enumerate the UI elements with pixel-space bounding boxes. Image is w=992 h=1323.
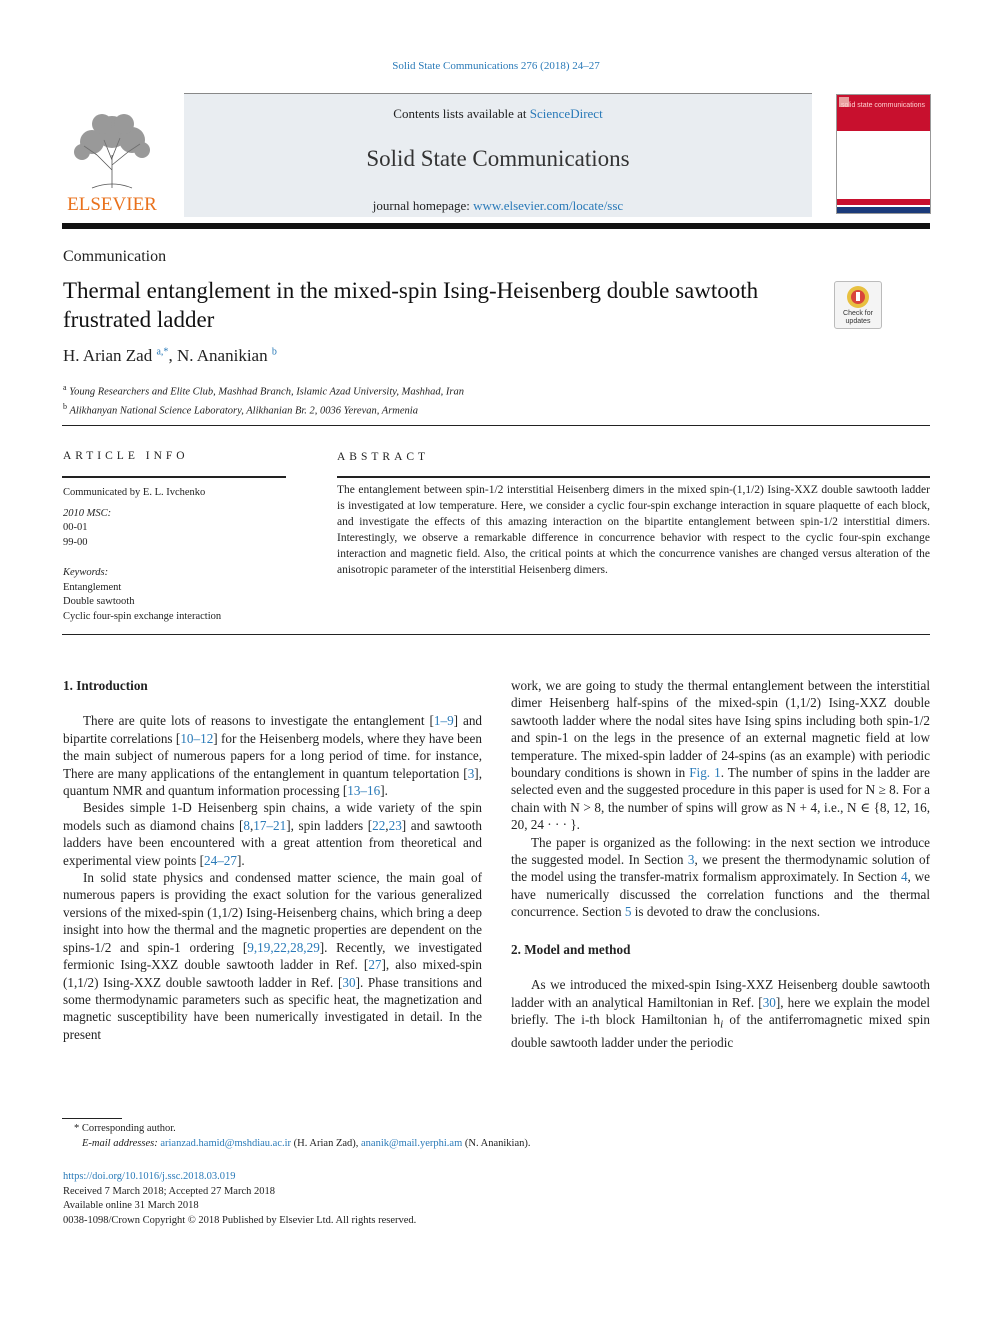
keyword: Entanglement	[63, 581, 122, 593]
body-column-right	[511, 677, 930, 1051]
svg-text:solid state communications: solid state communications	[840, 102, 925, 109]
reference-link[interactable]: 9,19,22,28,29	[247, 939, 320, 955]
keyword: Double sawtooth	[63, 596, 135, 607]
email-link[interactable]: arianzad.hamid@mshdiau.ac.ir	[160, 1138, 292, 1149]
email-link[interactable]: ananik@mail.yerphi.am	[361, 1138, 463, 1149]
figure-link[interactable]: Fig. 1	[689, 765, 721, 781]
contents-line: Contents lists available at ScienceDirect	[393, 106, 603, 121]
elsevier-logo	[62, 100, 162, 215]
reference-link[interactable]: 8	[243, 817, 250, 833]
article-type: Communication	[63, 248, 167, 265]
copyright: 0038-1098/Crown Copyright © 2018 Published by Elsevier Ltd. All rights reserved.	[63, 1214, 417, 1226]
reference-link[interactable]: 23	[388, 817, 402, 833]
corresponding-author-note: * Corresponding author.	[74, 1123, 176, 1134]
available-date: Available online 31 March 2018	[63, 1200, 199, 1211]
section-divider	[62, 425, 930, 426]
paragraph: In solid state physics and condensed matter science, the main goal of numerous papers is providing the exact solution for the various generalized versions of the mixed-spin (1,1/2) Ising-Heisenberg chains, which bring a deep insight into how the thermal and the magnetic properties are dependent on the spins-1/2 and spin-1 ordering [9,19,22,28,29]. Recently, we investigated fermionic Ising-XXZ double sawtooth ladder in Ref. [27], also mixed-spin (1,1/2) Ising-XXZ double sawtooth ladder in Ref. [30]. Phase transitions and some thermodynamic parameters such as specific heat, the magnetization and magnetic susceptibility have been numerically investigated in detail. In the present	[63, 870, 482, 1042]
elsevier-tree-icon	[62, 100, 162, 215]
journal-banner	[184, 93, 812, 217]
paragraph: work, we are going to study the thermal entanglement between the interstitial dimer Heisenberg half-spins of the mixed-spin (1,1/2) Ising-XXZ double sawtooth ladder where the nodal sites have Ising spins including both spin-1/2 and spin-1 on the legs in the presence of an external magnetic field at low temperature. The mixed-spin ladder of 24-spins (as an example) with periodic boundary conditions is shown in Fig. 1. The number of spins in the ladder are selected even and the suggested procedure in this paper is used for N ≥ 8. For a chain with N > 8, the number of spins will grow as N + 4, i.e., N ∈ {8, 12, 16, 20, 24 · · · }.	[511, 678, 931, 833]
header-divider	[62, 223, 930, 229]
article-info	[63, 486, 283, 624]
svg-text:ELSEVIER: ELSEVIER	[67, 194, 157, 215]
reference-link[interactable]: 24–27	[204, 852, 237, 868]
sciencedirect-link[interactable]: ScienceDirect	[529, 106, 603, 121]
cover-image	[837, 95, 930, 213]
article-title: Thermal entanglement in the mixed-spin Ising-Heisenberg double sawtooth frustrated ladder	[63, 278, 759, 332]
reference-link[interactable]: 17–21	[253, 817, 287, 833]
paragraph: Besides simple 1-D Heisenberg spin chains, a wide variety of the spin models such as diamond chains [8,17–21], spin ladders [22,23] and sawtooth ladders have been encountered with a great attention from theoretical and experimental view points [24–27].	[63, 800, 482, 868]
author-name: H. Arian Zad	[63, 346, 153, 365]
reference-link[interactable]: 30	[342, 974, 356, 990]
reference-link[interactable]: 22	[372, 817, 386, 833]
section-divider	[62, 634, 930, 635]
section-link[interactable]: 4	[900, 869, 908, 885]
section-heading: 2. Model and method	[511, 941, 631, 957]
reference-link[interactable]: 10–12	[180, 730, 214, 746]
keyword: Cyclic four-spin exchange interaction	[63, 610, 222, 622]
footnote-divider	[62, 1118, 122, 1119]
reference-link[interactable]: 13–16	[347, 783, 381, 799]
article-info-heading: ARTICLE INFO	[63, 450, 189, 462]
check-badge-label: Check for updates	[843, 310, 873, 325]
reference-link[interactable]: 30	[762, 994, 776, 1010]
author-affil-mark[interactable]: a,*	[156, 346, 169, 358]
reference-link[interactable]: 3	[467, 765, 475, 781]
author-affil-mark[interactable]: b	[271, 346, 277, 358]
publication-info	[63, 1170, 416, 1228]
doi-link[interactable]: https://doi.org/10.1016/j.ssc.2018.03.019	[63, 1171, 236, 1182]
email-note: E-mail addresses: arianzad.hamid@mshdiau.ac.ir (H. Arian Zad), ananik@mail.yerphi.am (N. Ananikian).	[82, 1138, 531, 1149]
footnotes	[74, 1121, 531, 1151]
body-column-left	[63, 677, 482, 1043]
journal-citation[interactable]: Solid State Communications 276 (2018) 24–27	[392, 60, 600, 72]
homepage-link[interactable]: www.elsevier.com/locate/ssc	[473, 198, 624, 213]
msc-label: 2010 MSC:	[63, 507, 112, 519]
section-link[interactable]: 3	[687, 852, 695, 868]
info-divider	[62, 476, 286, 478]
communicated-by: Communicated by E. L. Ivchenko	[63, 487, 206, 498]
affiliations	[63, 381, 464, 419]
abstract-heading: ABSTRACT	[337, 451, 430, 463]
paragraph: The paper is organized as the following: in the next section we introduce the suggested model. In Section 3, we present the thermodynamic solution of the model using the transfer-matrix formalism approximately. In Section 4, we have numerically discussed the correlation functions and the thermal concurrence. Section 5 is devoted to draw the conclusions.	[511, 834, 930, 920]
paragraph: As we introduced the mixed-spin Ising-XXZ Heisenberg double sawtooth ladder with an analytical Hamiltonian in Ref. [30], here we explain the model briefly. The i-th block Hamiltonian $h_i$ of the antiferromagnetic mixed spin double sawtooth ladder under the periodic	[511, 977, 930, 1050]
reference-link[interactable]: 1–9	[433, 713, 454, 729]
msc-code: 99-00	[63, 536, 88, 548]
check-for-updates-badge[interactable]	[834, 281, 882, 329]
paragraph: There are quite lots of reasons to investigate the entanglement [1–9] and bipartite correlations [10–12] for the Heisenberg models, where they have been the main subject of numerous papers for a long period of time. for instance, There are many applications of the entanglement in quantum teleportation [3], quantum NMR and quantum information processing [13–16].	[63, 713, 483, 799]
keywords-label: Keywords:	[63, 567, 109, 578]
author-name: N. Ananikian	[176, 346, 268, 365]
author-list: H. Arian Zad $^{a,*}$, N. Ananikian $^b$	[63, 346, 277, 365]
journal-cover[interactable]	[836, 94, 931, 214]
affiliation-a: $^a$ Young Researchers and Elite Club, Mashhad Branch, Islamic Azad University, Mashhad, Iran	[63, 383, 464, 398]
journal-name: Solid State Communications	[366, 146, 630, 171]
homepage-line: journal homepage: www.elsevier.com/locate/ssc	[372, 198, 624, 213]
reference-link[interactable]: 27	[368, 957, 382, 973]
received-dates: Received 7 March 2018; Accepted 27 March 2018	[63, 1185, 275, 1197]
msc-code: 00-01	[63, 522, 88, 533]
abstract-text: The entanglement between spin-1/2 interstitial Heisenberg dimers in the mixed spin-(1,1/2) Ising-XXZ double sawtooth ladder is investigated at low temperature. Here, we consider a cyclic four-spin exchange interaction in square plaquette of each block, and investigate the effects of this amazing interaction on the bipartite entanglement between spin-1/2 interstitial dimers. Interestingly, we observe a remarkable difference in concurrence behavior with respect to the cyclic four-spin exchange interaction and magnetic field. Also, the critical points at which the concurrence vanishes are changed versus alteration of the anisotropic parameter of the interstitial Heisenberg dimers.	[337, 484, 930, 576]
section-link[interactable]: 5	[624, 904, 632, 920]
affiliation-b: $^b$ Alikhanyan National Science Laboratory, Alikhanian Br. 2, 0036 Yerevan, Armenia	[63, 402, 418, 417]
abstract-divider	[337, 476, 930, 478]
section-heading: 1. Introduction	[63, 678, 148, 693]
